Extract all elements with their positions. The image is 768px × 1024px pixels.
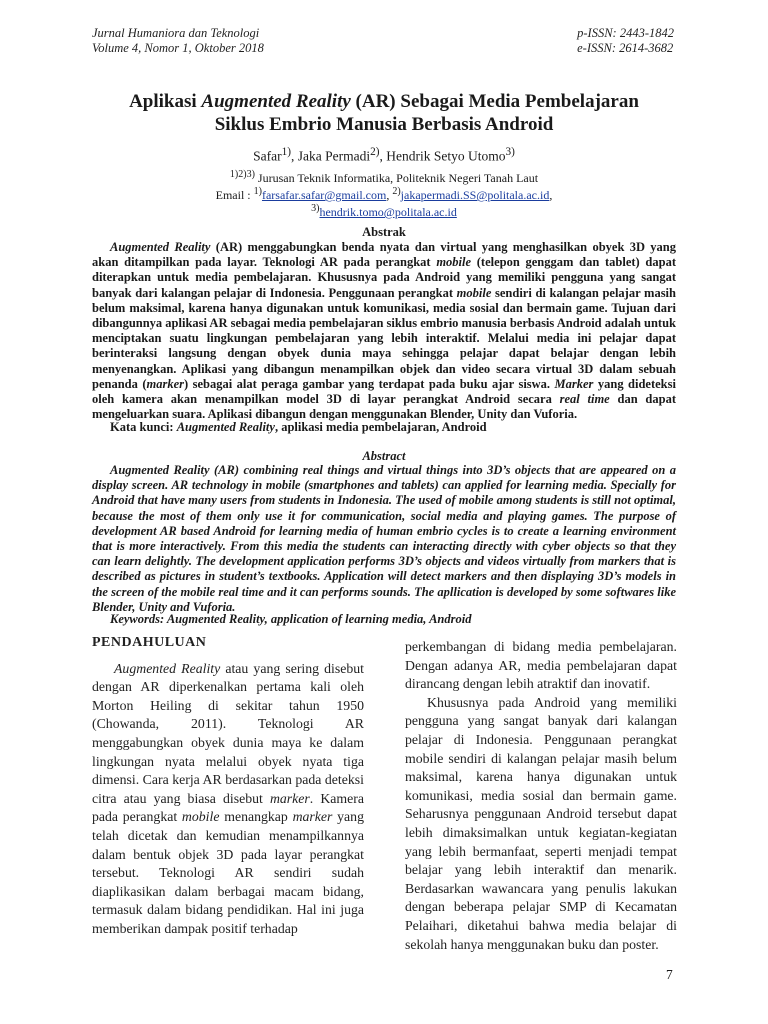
- email-separator: ,: [549, 188, 553, 202]
- intro-text: yang telah dicetak dan kemudian menampilkannya dalam bentuk objek 3D pada layar perangkat tersebut. Teknologi AR sendiri sudah diaplikasikan dalam berbagai macam bidang, termasuk dalam bidang pendidikan. Hal ini juga memberikan dampak positif terhadap: [92, 809, 364, 936]
- title-line-2: Siklus Embrio Manusia Berbasis Android: [214, 114, 554, 135]
- kata-kunci: [110, 420, 487, 435]
- section-heading: PENDAHULUAN: [92, 635, 207, 650]
- abstrak-italic: marker: [146, 376, 184, 391]
- abstract-text: Augmented Reality (AR) combining real things and virtual things into 3D’s objects that are appeared on a display screen. AR technology in mobile (smartphones and tablets) can applied for learning media. Specially for Android that have many users from students in Indonesia. The used of mobile among students is still not optimal, because the most of them only use it for communication, social media and playing games. The purpose of development AR based Android for learning media of human embrio cycles is to create a learning environment that is more interactively. From this media the students can interacting directly with cyber objects so that they can learn delightly. The development application performs 3D’s objects and videos virtually from markers that is described as pictures in student’s textbooks. Application will detect markers and then displaying 3D’s models in the screen of the mobile real time and it can performs sounds. The apllication is developed by some softwares like Blender, Unity and Vuforia.: [92, 463, 676, 614]
- paper-title: [60, 90, 708, 136]
- abstrak-body: [92, 240, 676, 422]
- author-sup: 1): [281, 146, 291, 158]
- kata-kunci-text: , aplikasi media pembelajaran, Android: [274, 420, 487, 434]
- abstrak-italic: Augmented Reality: [110, 240, 211, 254]
- abstrak-text: yang dideteksi oleh kamera akan menampilkan model 3D di layar perangkat Android secara: [92, 376, 676, 407]
- email-sup: 1): [253, 186, 262, 197]
- page-number: 7: [666, 967, 673, 982]
- abstrak-italic: mobile: [436, 255, 472, 270]
- email-sup: 3): [311, 203, 320, 214]
- email-separator: ,: [386, 188, 393, 202]
- right-paragraph-2: [405, 694, 677, 954]
- intro-italic: Augmented Reality: [114, 660, 221, 676]
- email-sup: 2): [392, 186, 401, 197]
- title-italic: Augmented Reality: [201, 91, 351, 112]
- right-paragraph-1: perkembangan di bidang media pembelajaran. Dengan adanya AR, media pembelajaran dapat dirancang dengan lebih atraktif dan inovatif.: [405, 639, 677, 692]
- journal-name: Jurnal Humaniora dan Teknologi: [92, 26, 260, 40]
- abstrak-italic: real time: [559, 392, 610, 407]
- abstrak-heading: Abstrak: [362, 225, 406, 239]
- print-issn: p-ISSN: 2443-1842: [577, 26, 674, 40]
- abstrak-text: sendiri di kalangan pelajar masih belum maksimal, karena hanya digunakan untuk komunikasi, media sosial dan bermain game. Tujuan dari dibangunnya aplikasi AR sebagai media pembelajaran siklus embrio manusia berbasis Android adalah untuk menciptakan suatu lingkungan pembelajaran yang lebih interaktif. Melalui media ini pelajar dapat berinteraksi langsung dengan obyek dunia maya sehingga pelajar dapat belajar dengan lebih menyenangkan. Aplikasi yang dibangun menampilkan objek dan video secara virtual 3D dalam sebuah penanda (: [92, 285, 676, 391]
- electronic-issn: e-ISSN: 2614-3682: [577, 40, 674, 55]
- abstract-heading: Abstract: [362, 449, 406, 463]
- abstrak-text: ) sebagai alat peraga gambar yang terdapat pada buku ajar siswa.: [183, 376, 555, 391]
- abstrak-text: (AR) menggabungkan benda nyata dan virtual yang menghasilkan obyek 3D yang akan ditampilkan pada layar. Teknologi AR pada perangkat: [92, 240, 677, 270]
- abstrak-italic: Marker: [554, 376, 594, 391]
- intro-text: menangkap: [219, 809, 293, 825]
- email-link-3[interactable]: hendrik.tomo@politala.ac.id: [319, 205, 457, 219]
- intro-text: atau yang sering disebut dengan AR diperkenalkan pertama kali oleh Morton Heiling di sekitar tahun 1950 (Chowanda, 2011). Teknologi AR menggabungkan obyek dunia maya ke dalam lingkungan nyata melalui obyek nyata tiga dimensi. Cara kerja AR berdasarkan pada deteksi citra atau yang biasa disebut: [92, 660, 365, 806]
- author-name: , Jaka Permadi: [291, 148, 371, 164]
- intro-text: . Kamera pada perangkat: [92, 790, 364, 825]
- email-link-1[interactable]: farsafar.safar@gmail.com: [261, 188, 387, 202]
- title-part: Aplikasi: [129, 91, 202, 112]
- intro-italic: marker: [292, 809, 333, 825]
- author-name: Safar: [253, 148, 282, 164]
- affiliation-text: Jurusan Teknik Informatika, Politeknik Negeri Tanah Laut: [254, 171, 539, 185]
- journal-header-left: [92, 26, 264, 55]
- abstrak-text: (telepon genggam dan tablet) dapat diterapkan untuk media pembelajaran. Khususnya pada Android yang memiliki pengguna yang sangat banyak dari kalangan pelajar di Indonesia. Penggunaan perangkat: [92, 255, 676, 300]
- email-label: Email :: [215, 188, 254, 202]
- affiliation-block: [0, 168, 768, 219]
- author-sup: 3): [505, 146, 515, 158]
- affiliation-sup: 1)2)3): [229, 169, 255, 180]
- kata-kunci-italic: Augmented Reality: [176, 420, 275, 434]
- intro-paragraph: [92, 660, 364, 939]
- journal-header-right: [577, 26, 674, 55]
- journal-volume: Volume 4, Nomor 1, Oktober 2018: [92, 40, 264, 55]
- title-part: (AR) Sebagai Media Pembelajaran: [350, 91, 639, 112]
- abstrak-italic: mobile: [456, 285, 492, 300]
- abstrak-text: dan dapat mengeluarkan suara. Aplikasi dibangun dengan menggunakan Blender, Unity dan Vuforia.: [92, 392, 676, 422]
- left-column: [92, 634, 364, 939]
- abstract-body: [92, 463, 676, 615]
- author-list: [0, 146, 768, 165]
- intro-italic: marker: [269, 790, 310, 806]
- intro-italic: mobile: [181, 809, 220, 825]
- kata-kunci-label: Kata kunci:: [110, 420, 177, 434]
- right-column: [405, 638, 677, 954]
- email-link-2[interactable]: jakapermadi.SS@politala.ac.id: [400, 188, 550, 202]
- author-name: , Hendrik Setyo Utomo: [379, 148, 506, 164]
- right-paragraph-text: Khususnya pada Android yang memiliki pengguna yang sangat banyak dari kalangan pelajar di Indonesia. Penggunaan perangkat mobile sendiri di kalangan pelajar masih belum maksimal, karena hanya digunakan untuk komunikasi, media sosial dan bermain game. Seharusnya penggunaan Android tersebut dapat lebih dimaksimalkan untuk kegiatan-kegiatan yang lebih bermanfaat, seperti menjadi tempat belajar yang lebih interaktif dan menarik. Berdasarkan wawancara yang penulis lakukan dengan beberapa pelajar SMP di Kecamatan Pelaihari, diketahui bahwa media belajar di sekolah hanya menggunakan buku dan poster.: [405, 694, 677, 952]
- author-sup: 2): [370, 146, 380, 158]
- keywords: Keywords: Augmented Reality, application of learning media, Android: [110, 612, 472, 626]
